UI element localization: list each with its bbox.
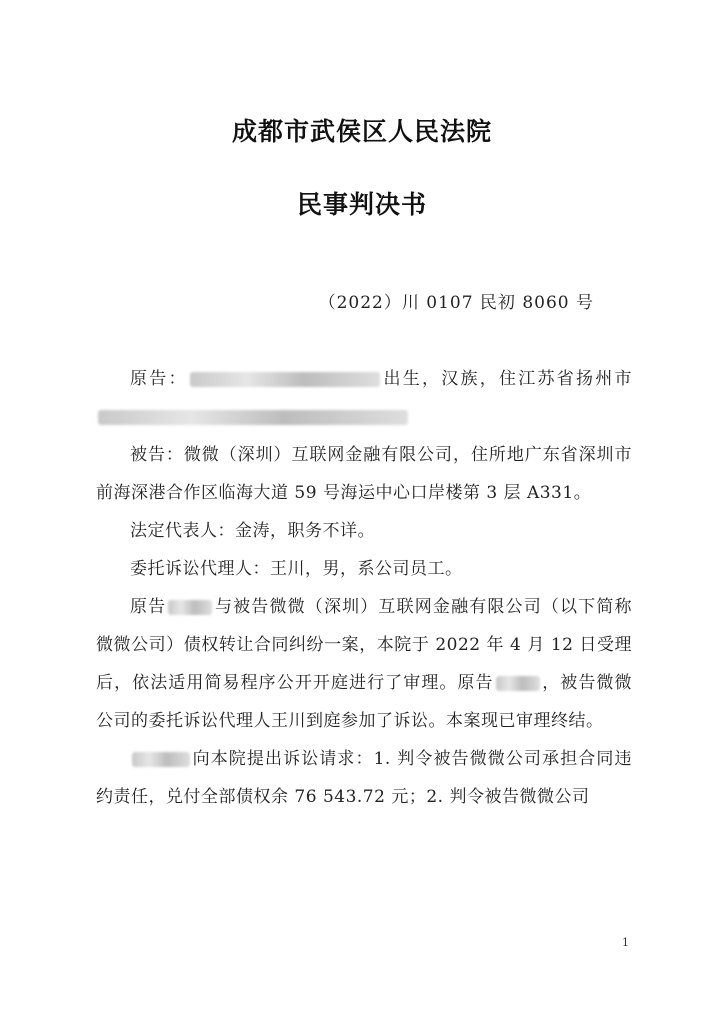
redacted-plaintiff-name-birthdate: [190, 372, 380, 387]
claims-paragraph: [96, 740, 632, 816]
plaintiff-paragraph: [96, 360, 632, 436]
redacted-plaintiff-name: [168, 600, 212, 615]
case-summary-paragraph: [96, 588, 632, 740]
judgment-body: [96, 360, 632, 816]
plaintiff-label: 原告：: [130, 369, 188, 389]
legal-representative-paragraph: 法定代表人：金涛，职务不详。: [130, 521, 375, 541]
defendant-paragraph: 被告：微微（深圳）互联网金融有限公司，住所地广东省深圳市前海深港合作区临海大道 59 号海运中心口岸楼第 3 层 A331。: [96, 445, 632, 503]
document-type-title: 民事判决书: [296, 190, 427, 219]
claims-text: 向本院提出诉讼请求：1. 判令被告微微公司承担合同违约责任，兑付全部债权余 76 543.72 元；2. 判令被告微微公司: [96, 749, 632, 807]
case-summary-start: 原告: [130, 597, 167, 617]
case-summary-end: ，被告微微公司的委托诉讼代理人王川到庭参加了诉讼。本案现已审理终结。: [96, 673, 633, 731]
case-number: （2022）川 0107 民初 8060 号: [318, 293, 594, 313]
redacted-plaintiff-name-2: [496, 676, 540, 691]
redacted-plaintiff-address: [98, 410, 408, 425]
redacted-plaintiff-name-3: [132, 752, 190, 767]
plaintiff-details: 出生，汉族，住江苏省扬州市: [381, 369, 632, 389]
agent-paragraph: 委托诉讼代理人：王川，男，系公司员工。: [130, 559, 463, 579]
court-name: 成都市武侯区人民法院: [231, 117, 492, 146]
page-number: 1: [622, 936, 629, 949]
case-summary-middle: 与被告微微（深圳）互联网金融有限公司（以下简称微微公司）债权转让合同纠纷一案，本院于 2022 年 4 月 12 日受理后，依法适用简易程序公开开庭进行了审理。原告: [96, 597, 633, 693]
